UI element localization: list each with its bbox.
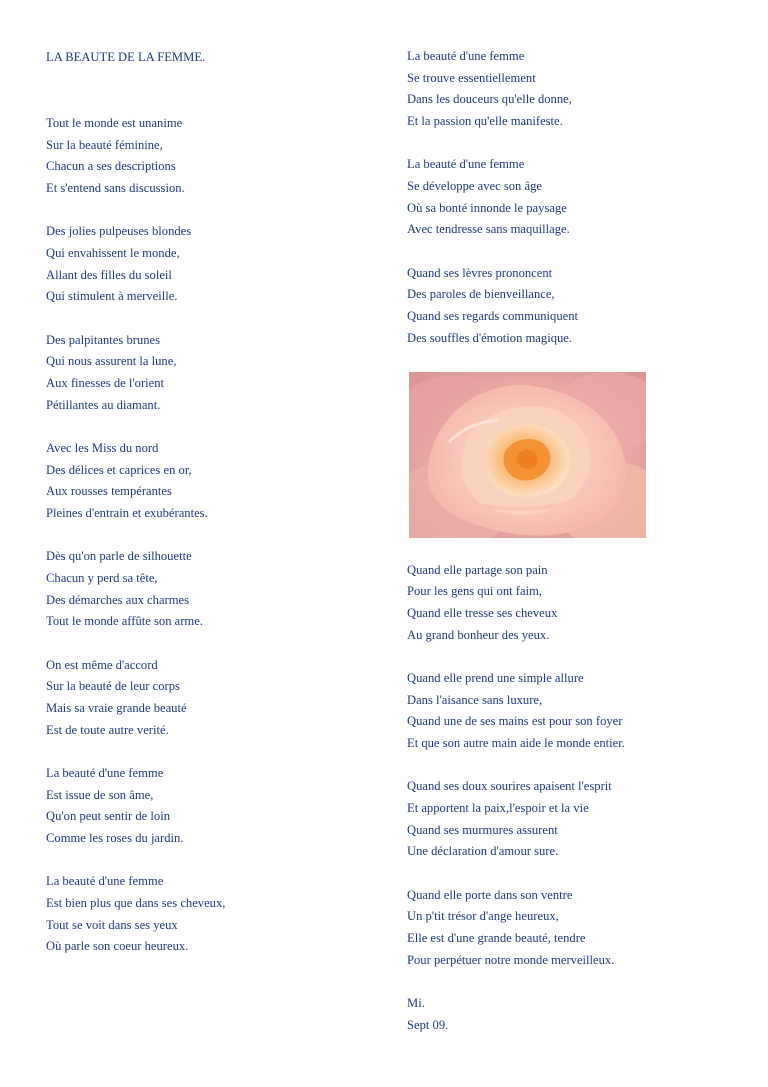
poem-line: Des paroles de bienveillance,	[407, 287, 555, 301]
poem-line: Et apportent la paix,l'espoir et la vie	[407, 801, 589, 815]
poem-line: Dans l'aisance sans luxure,	[407, 693, 543, 707]
poem-line: Quand une de ses mains est pour son foyer	[407, 714, 623, 728]
poem-line: Qui stimulent à merveille.	[46, 289, 178, 303]
poem-line: Où parle son coeur heureux.	[46, 939, 189, 953]
poem-line: Des délices et caprices en or,	[46, 463, 192, 477]
poem-line: Chacun a ses descriptions	[46, 159, 176, 173]
poem-line: Avec les Miss du nord	[46, 441, 159, 455]
poem-line: La beauté d'une femme	[407, 49, 525, 63]
poem-line: Dès qu'on parle de silhouette	[46, 549, 192, 563]
poem-line: Mais sa vraie grande beauté	[46, 701, 187, 715]
poem-line: Quand elle porte dans son ventre	[407, 888, 573, 902]
poem-line: Pleines d'entrain et exubérantes.	[46, 506, 208, 520]
poem-line: Est de toute autre verité.	[46, 723, 169, 737]
poem-line: Dans les douceurs qu'elle donne,	[407, 92, 572, 106]
poem-line: Qui nous assurent la lune,	[46, 354, 177, 368]
signature-name: Mi.	[407, 996, 425, 1010]
poem-line: Où sa bonté innonde le paysage	[407, 201, 567, 215]
poem-title: LA BEAUTE DE LA FEMME.	[46, 50, 206, 64]
poem-line: Quand ses doux sourires apaisent l'esprit	[407, 779, 612, 793]
poem-line: Des palpitantes brunes	[46, 333, 161, 347]
poem-line: Elle est d'une grande beauté, tendre	[407, 931, 586, 945]
poem-line: Comme les roses du jardin.	[46, 831, 184, 845]
poem-line: Aux finesses de l'orient	[46, 376, 165, 390]
poem-line: Chacun y perd sa tête,	[46, 571, 158, 585]
poem-line: Allant des filles du soleil	[46, 268, 172, 282]
poem-line: La beauté d'une femme	[46, 766, 164, 780]
poem-line: Quand elle prend une simple allure	[407, 671, 584, 685]
poem-line: Pour les gens qui ont faim,	[407, 584, 543, 598]
poem-line: Quand elle tresse ses cheveux	[407, 606, 558, 620]
poem-line: On est même d'accord	[46, 658, 158, 672]
poem-line: Est bien plus que dans ses cheveux,	[46, 896, 226, 910]
rose-photo	[409, 372, 646, 538]
poem-line: Des souffles d'émotion magique.	[407, 331, 573, 345]
poem-line: Un p'tit trésor d'ange heureux,	[407, 909, 559, 923]
poem-line: Aux rousses tempérantes	[46, 484, 172, 498]
poem-line: Pour perpétuer notre monde merveilleux.	[407, 953, 615, 967]
poem-line: Quand ses lèvres prononcent	[407, 266, 553, 280]
poem-line: Au grand bonheur des yeux.	[407, 628, 550, 642]
poem-line: Est issue de son âme,	[46, 788, 154, 802]
poem-line: La beauté d'une femme	[46, 874, 164, 888]
poem-line: Quand ses regards communiquent	[407, 309, 579, 323]
poem-line: La beauté d'une femme	[407, 157, 525, 171]
poem-line: Et que son autre main aide le monde entier.	[407, 736, 625, 750]
signature-date: Sept 09.	[407, 1018, 449, 1032]
poem-line: Et la passion qu'elle manifeste.	[407, 114, 563, 128]
poem-line: Se développe avec son âge	[407, 179, 542, 193]
poem-line: Qui envahissent le monde,	[46, 246, 180, 260]
poem-line: Quand ses murmures assurent	[407, 823, 558, 837]
poem-line: Et s'entend sans discussion.	[46, 181, 185, 195]
poem-line: Quand elle partage son pain	[407, 563, 548, 577]
poem-line: Qu'on peut sentir de loin	[46, 809, 170, 823]
poem-line: Des jolies pulpeuses blondes	[46, 224, 192, 238]
poem-line: Sur la beauté féminine,	[46, 138, 163, 152]
poem-line: Pétillantes au diamant.	[46, 398, 161, 412]
poem-line: Tout le monde est unanime	[46, 116, 183, 130]
poem-line: Sur la beauté de leur corps	[46, 679, 180, 693]
poem-line: Des démarches aux charmes	[46, 593, 190, 607]
poem-line: Avec tendresse sans maquillage.	[407, 222, 570, 236]
poem-line: Une déclaration d'amour sure.	[407, 844, 559, 858]
poem-line: Tout le monde affûte son arme.	[46, 614, 203, 628]
poem-line: Tout se voit dans ses yeux	[46, 918, 178, 932]
poem-line: Se trouve essentiellement	[407, 71, 536, 85]
